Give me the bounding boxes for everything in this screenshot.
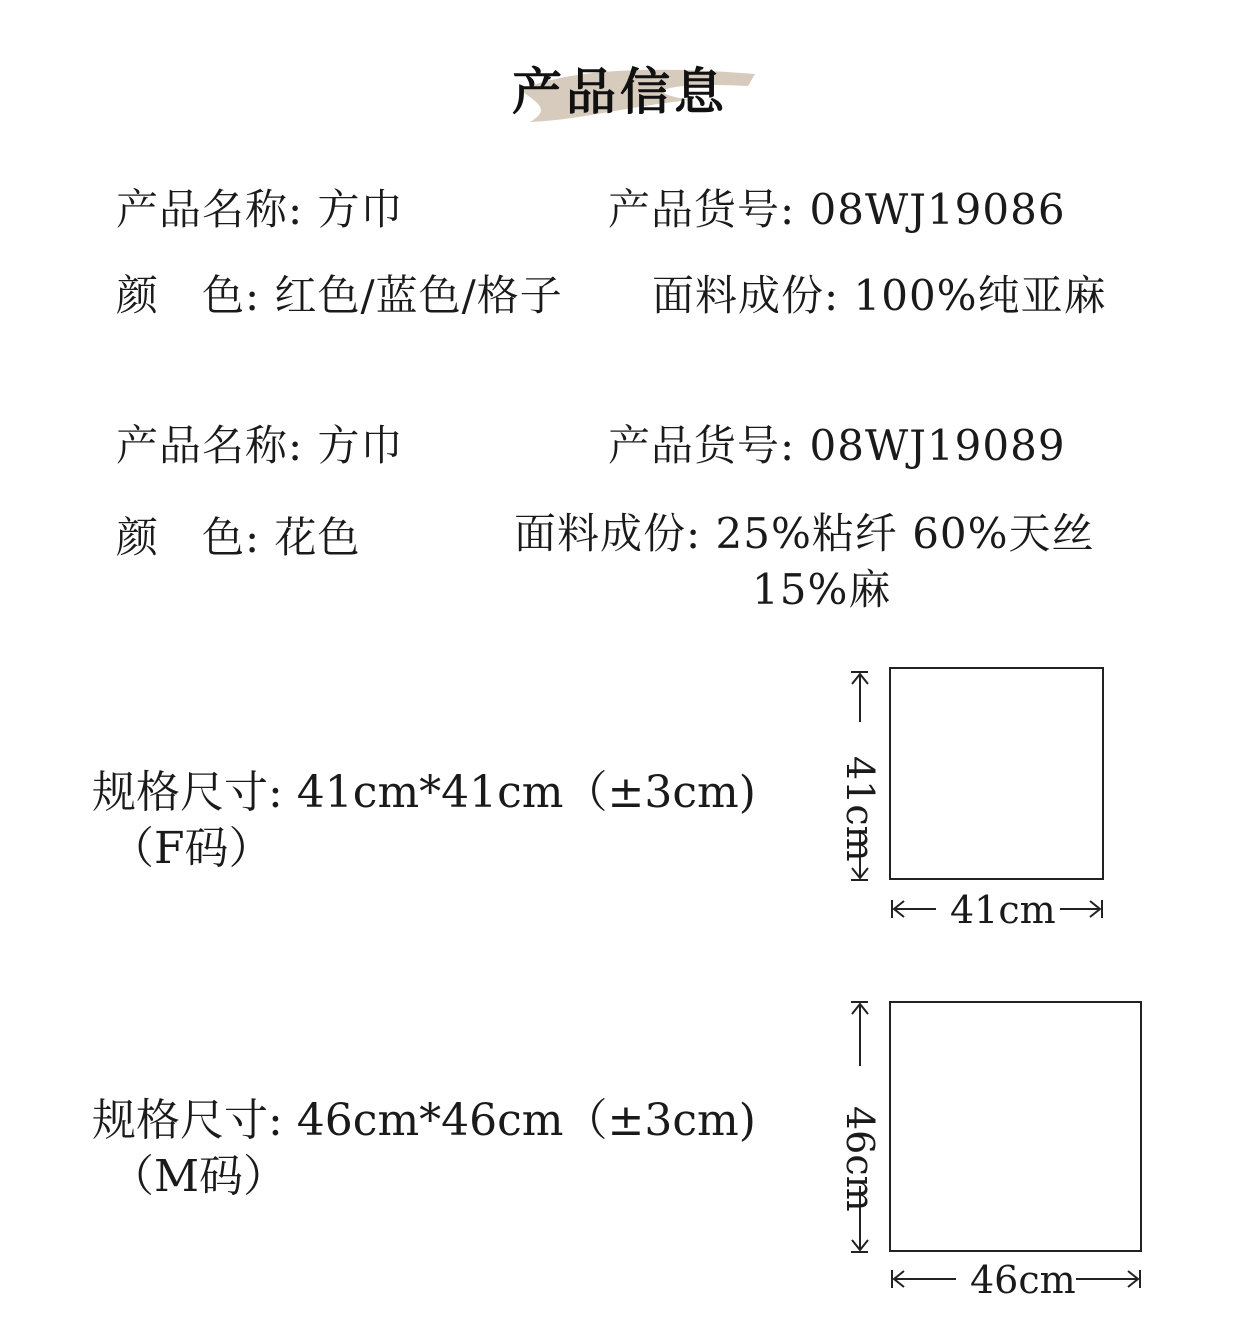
- product-2-name: 产品名称: 方巾: [116, 421, 404, 470]
- size-1-code: （F码）: [110, 823, 273, 874]
- size-2-code: （M码）: [110, 1151, 288, 1202]
- size-2-height-label: 46cm: [838, 1106, 882, 1212]
- product-1-sku: 产品货号: 08WJ19086: [608, 185, 1066, 234]
- size-2-width-label: 46cm: [970, 1258, 1076, 1302]
- size-1-spec: 规格尺寸: 41cm*41cm（±3cm): [92, 767, 756, 818]
- section-title: [470, 40, 770, 130]
- product-1-color: 颜 色: 红色/蓝色/格子: [116, 271, 563, 320]
- product-2-color: 颜 色: 花色: [116, 513, 361, 562]
- product-2-material-cont: 15%麻: [752, 565, 892, 614]
- product-1-material: 面料成份: 100%纯亚麻: [652, 271, 1107, 320]
- size-2-spec: 规格尺寸: 46cm*46cm（±3cm): [92, 1095, 756, 1146]
- size-2-diagram: [830, 994, 1160, 1304]
- product-2-sku: 产品货号: 08WJ19089: [608, 421, 1066, 470]
- product-2-material: 面料成份: 25%粘纤 60%天丝: [514, 509, 1095, 558]
- size-1-width-label: 41cm: [950, 888, 1056, 932]
- page-title: 产品信息: [512, 62, 728, 121]
- product-1-name: 产品名称: 方巾: [116, 185, 404, 234]
- size-1-height-label: 41cm: [838, 756, 882, 862]
- size-1-diagram: [830, 660, 1120, 930]
